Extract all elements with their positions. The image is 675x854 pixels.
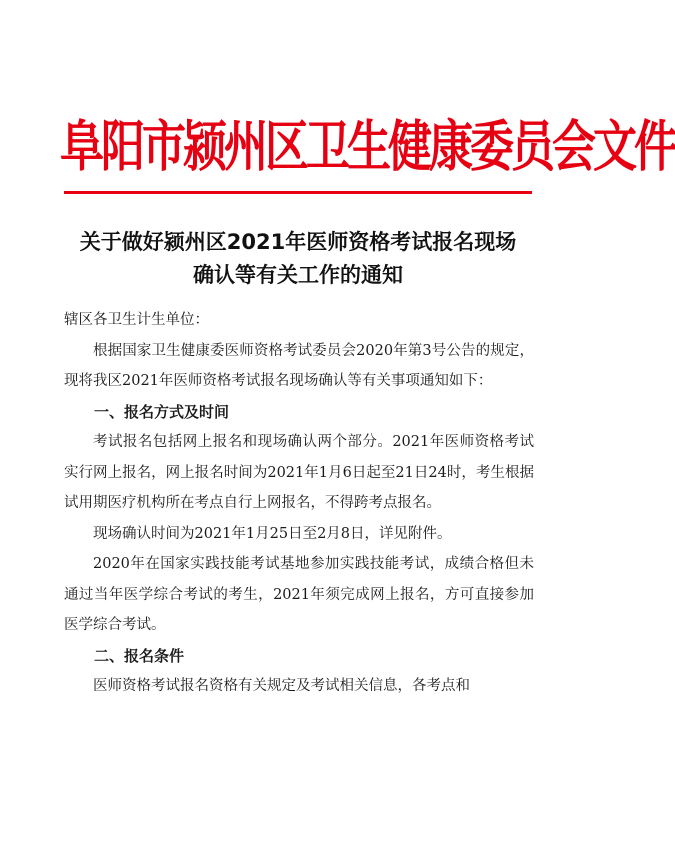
document-masthead: 阜阳市颍州区卫生健康委员会文件 xyxy=(60,115,675,180)
document-title-line-1: 关于做好颍州区2021年医师资格考试报名现场 xyxy=(79,230,517,254)
section-1-paragraph-3: 2020年在国家实践技能考试基地参加实践技能考试，成绩合格但未通过当年医学综合考试的考生，2021年须完成网上报名，方可直接参加医学综合考试。 xyxy=(64,556,534,633)
masthead-red-divider xyxy=(64,191,532,194)
document-title-line-2: 确认等有关工作的通知 xyxy=(193,263,403,287)
document-body xyxy=(64,305,534,702)
section-1-paragraph-2: 现场确认时间为2021年1月25日至2月8日，详见附件。 xyxy=(93,525,452,542)
intro-paragraph: 根据国家卫生健康委医师资格考试委员会2020年第3号公告的规定，现将我区2021年医师资格考试报名现场确认等有关事项通知如下： xyxy=(64,342,534,389)
document-title xyxy=(60,226,536,292)
section-1-heading: 一、报名方式及时间 xyxy=(94,402,230,421)
section-2-heading: 二、报名条件 xyxy=(94,646,185,665)
salutation: 辖区各卫生计生单位： xyxy=(64,312,209,328)
section-2-paragraph-1: 医师资格考试报名资格有关规定及考试相关信息，各考点和 xyxy=(93,678,470,694)
section-1-paragraph-1: 考试报名包括网上报名和现场确认两个部分。2021年医师资格考试实行网上报名，网上报名时间为2021年1月6日起至21日24时，考生根据试用期医疗机构所在考点自行上网报名，不得跨考点报名。 xyxy=(64,434,534,511)
